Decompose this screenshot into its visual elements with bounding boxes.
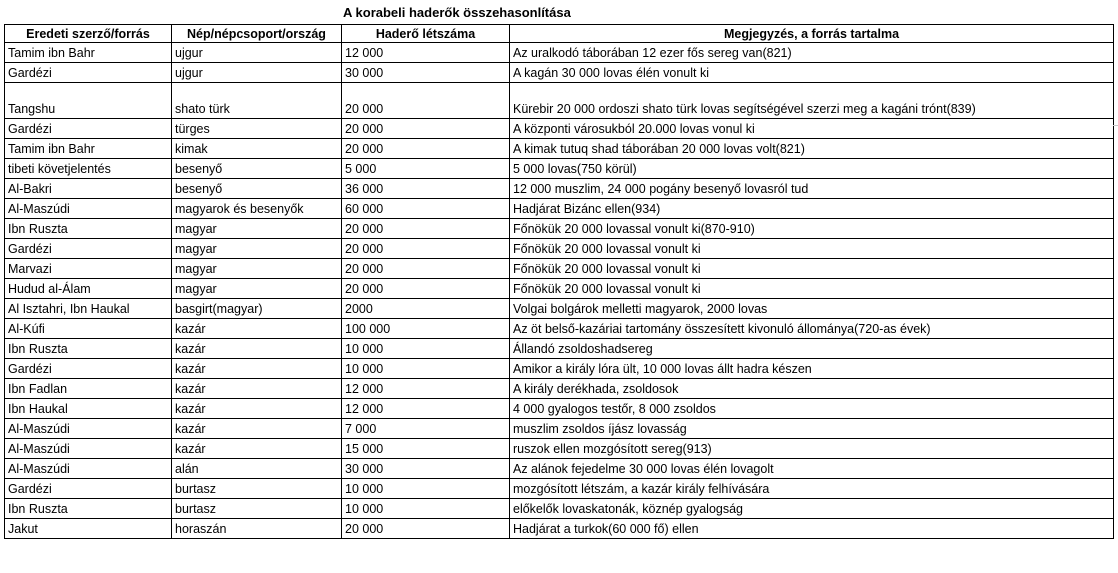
cell-force-size: 20 000: [342, 239, 510, 259]
cell-note: A király derékhada, zsoldosok: [510, 379, 1114, 399]
cell-source: Gardézi: [5, 359, 172, 379]
cell-people: shato türk: [172, 83, 342, 119]
table-body: [5, 43, 1114, 539]
table-row: [5, 499, 1114, 519]
cell-note: Az öt belső-kazáriai tartomány összesített kivonuló állománya(720-as évek): [510, 319, 1114, 339]
table-row: [5, 439, 1114, 459]
table-row: [5, 83, 1114, 119]
cell-force-size: 30 000: [342, 459, 510, 479]
cell-force-size: 15 000: [342, 439, 510, 459]
cell-source: Al-Maszúdi: [5, 459, 172, 479]
cell-source: Ibn Haukal: [5, 399, 172, 419]
cell-force-size: 10 000: [342, 499, 510, 519]
cell-source: Tangshu: [5, 83, 172, 119]
cell-note: Állandó zsoldoshadsereg: [510, 339, 1114, 359]
cell-people: kazár: [172, 419, 342, 439]
cell-people: magyar: [172, 219, 342, 239]
header-row: [5, 25, 1114, 43]
cell-source: Tamim ibn Bahr: [5, 43, 172, 63]
cell-force-size: 20 000: [342, 119, 510, 139]
cell-people: kazár: [172, 439, 342, 459]
table-title: A korabeli haderők összehasonlítása: [343, 5, 571, 20]
cell-people: kazár: [172, 379, 342, 399]
cell-note: Főnökük 20 000 lovassal vonult ki: [510, 259, 1114, 279]
cell-note: Főnökük 20 000 lovassal vonult ki: [510, 239, 1114, 259]
cell-note: előkelők lovaskatonák, köznép gyalogság: [510, 499, 1114, 519]
cell-people: magyar: [172, 259, 342, 279]
cell-source: Gardézi: [5, 239, 172, 259]
cell-people: magyar: [172, 239, 342, 259]
cell-source: Al-Maszúdi: [5, 439, 172, 459]
cell-force-size: 20 000: [342, 519, 510, 539]
cell-people: kazár: [172, 359, 342, 379]
cell-force-size: 12 000: [342, 43, 510, 63]
column-header-people: Nép/népcsoport/ország: [172, 25, 342, 43]
cell-note: 5 000 lovas(750 körül): [510, 159, 1114, 179]
cell-source: Ibn Fadlan: [5, 379, 172, 399]
table-row: [5, 419, 1114, 439]
cell-force-size: 10 000: [342, 359, 510, 379]
cell-source: Al Isztahri, Ibn Haukal: [5, 299, 172, 319]
cell-source: Al-Maszúdi: [5, 419, 172, 439]
column-header-note: Megjegyzés, a forrás tartalma: [510, 25, 1114, 43]
cell-force-size: 20 000: [342, 279, 510, 299]
cell-people: burtasz: [172, 499, 342, 519]
table-row: [5, 299, 1114, 319]
column-header-source: Eredeti szerző/forrás: [5, 25, 172, 43]
cell-note: Kürebir 20 000 ordoszi shato türk lovas segítségével szerzi meg a kagáni trónt(839): [510, 83, 1114, 119]
cell-people: burtasz: [172, 479, 342, 499]
sheet-gridline: [1113, 125, 1118, 126]
cell-source: Gardézi: [5, 63, 172, 83]
cell-force-size: 20 000: [342, 83, 510, 119]
cell-force-size: 12 000: [342, 379, 510, 399]
cell-force-size: 10 000: [342, 479, 510, 499]
cell-note: Hadjárat Bizánc ellen(934): [510, 199, 1114, 219]
cell-people: kazár: [172, 339, 342, 359]
cell-force-size: 60 000: [342, 199, 510, 219]
cell-people: ujgur: [172, 43, 342, 63]
cell-note: Főnökük 20 000 lovassal vonult ki(870-910): [510, 219, 1114, 239]
table-row: [5, 239, 1114, 259]
cell-source: Gardézi: [5, 119, 172, 139]
cell-people: alán: [172, 459, 342, 479]
cell-note: ruszok ellen mozgósított sereg(913): [510, 439, 1114, 459]
column-header-force-size: Haderő létszáma: [342, 25, 510, 43]
cell-note: Hadjárat a turkok(60 000 fő) ellen: [510, 519, 1114, 539]
cell-note: Az uralkodó táborában 12 ezer fős sereg van(821): [510, 43, 1114, 63]
cell-source: Al-Maszúdi: [5, 199, 172, 219]
cell-source: Tamim ibn Bahr: [5, 139, 172, 159]
cell-source: Al-Bakri: [5, 179, 172, 199]
cell-source: Gardézi: [5, 479, 172, 499]
table-row: [5, 399, 1114, 419]
cell-force-size: 20 000: [342, 139, 510, 159]
cell-force-size: 20 000: [342, 259, 510, 279]
cell-people: kimak: [172, 139, 342, 159]
cell-source: Ibn Ruszta: [5, 219, 172, 239]
table-row: [5, 459, 1114, 479]
cell-people: türges: [172, 119, 342, 139]
cell-note: Az alánok fejedelme 30 000 lovas élén lovagolt: [510, 459, 1114, 479]
cell-force-size: 10 000: [342, 339, 510, 359]
table-row: [5, 43, 1114, 63]
cell-people: kazár: [172, 319, 342, 339]
cell-note: A kagán 30 000 lovas élén vonult ki: [510, 63, 1114, 83]
table-row: [5, 179, 1114, 199]
cell-source: Jakut: [5, 519, 172, 539]
cell-note: A kimak tutuq shad táborában 20 000 lovas volt(821): [510, 139, 1114, 159]
cell-source: Al-Kúfi: [5, 319, 172, 339]
cell-people: magyarok és besenyők: [172, 199, 342, 219]
cell-force-size: 7 000: [342, 419, 510, 439]
table-row: [5, 319, 1114, 339]
table-row: [5, 139, 1114, 159]
cell-note: Főnökük 20 000 lovassal vonult ki: [510, 279, 1114, 299]
cell-note: mozgósított létszám, a kazár király felhívására: [510, 479, 1114, 499]
cell-force-size: 2000: [342, 299, 510, 319]
table-row: [5, 519, 1114, 539]
cell-source: Marvazi: [5, 259, 172, 279]
cell-people: besenyő: [172, 159, 342, 179]
cell-force-size: 30 000: [342, 63, 510, 83]
cell-source: Ibn Ruszta: [5, 339, 172, 359]
table-row: [5, 219, 1114, 239]
cell-force-size: 20 000: [342, 219, 510, 239]
cell-force-size: 100 000: [342, 319, 510, 339]
cell-note: Volgai bolgárok melletti magyarok, 2000 lovas: [510, 299, 1114, 319]
cell-force-size: 12 000: [342, 399, 510, 419]
table-row: [5, 279, 1114, 299]
table-row: [5, 199, 1114, 219]
cell-source: Ibn Ruszta: [5, 499, 172, 519]
cell-force-size: 36 000: [342, 179, 510, 199]
cell-people: horaszán: [172, 519, 342, 539]
cell-source: Hudud al-Álam: [5, 279, 172, 299]
cell-source: tibeti követjelentés: [5, 159, 172, 179]
cell-people: magyar: [172, 279, 342, 299]
table-row: [5, 63, 1114, 83]
cell-people: basgirt(magyar): [172, 299, 342, 319]
table-row: [5, 159, 1114, 179]
table-row: [5, 259, 1114, 279]
cell-note: muszlim zsoldos íjász lovasság: [510, 419, 1114, 439]
table-row: [5, 119, 1114, 139]
comparison-table: [4, 24, 1114, 539]
table-row: [5, 359, 1114, 379]
cell-note: 4 000 gyalogos testőr, 8 000 zsoldos: [510, 399, 1114, 419]
cell-people: besenyő: [172, 179, 342, 199]
cell-people: kazár: [172, 399, 342, 419]
table-row: [5, 379, 1114, 399]
cell-note: Amikor a király lóra ült, 10 000 lovas állt hadra készen: [510, 359, 1114, 379]
table-row: [5, 479, 1114, 499]
cell-note: 12 000 muszlim, 24 000 pogány besenyő lovasról tud: [510, 179, 1114, 199]
cell-force-size: 5 000: [342, 159, 510, 179]
cell-people: ujgur: [172, 63, 342, 83]
table-row: [5, 339, 1114, 359]
cell-note: A központi városukból 20.000 lovas vonul ki: [510, 119, 1114, 139]
